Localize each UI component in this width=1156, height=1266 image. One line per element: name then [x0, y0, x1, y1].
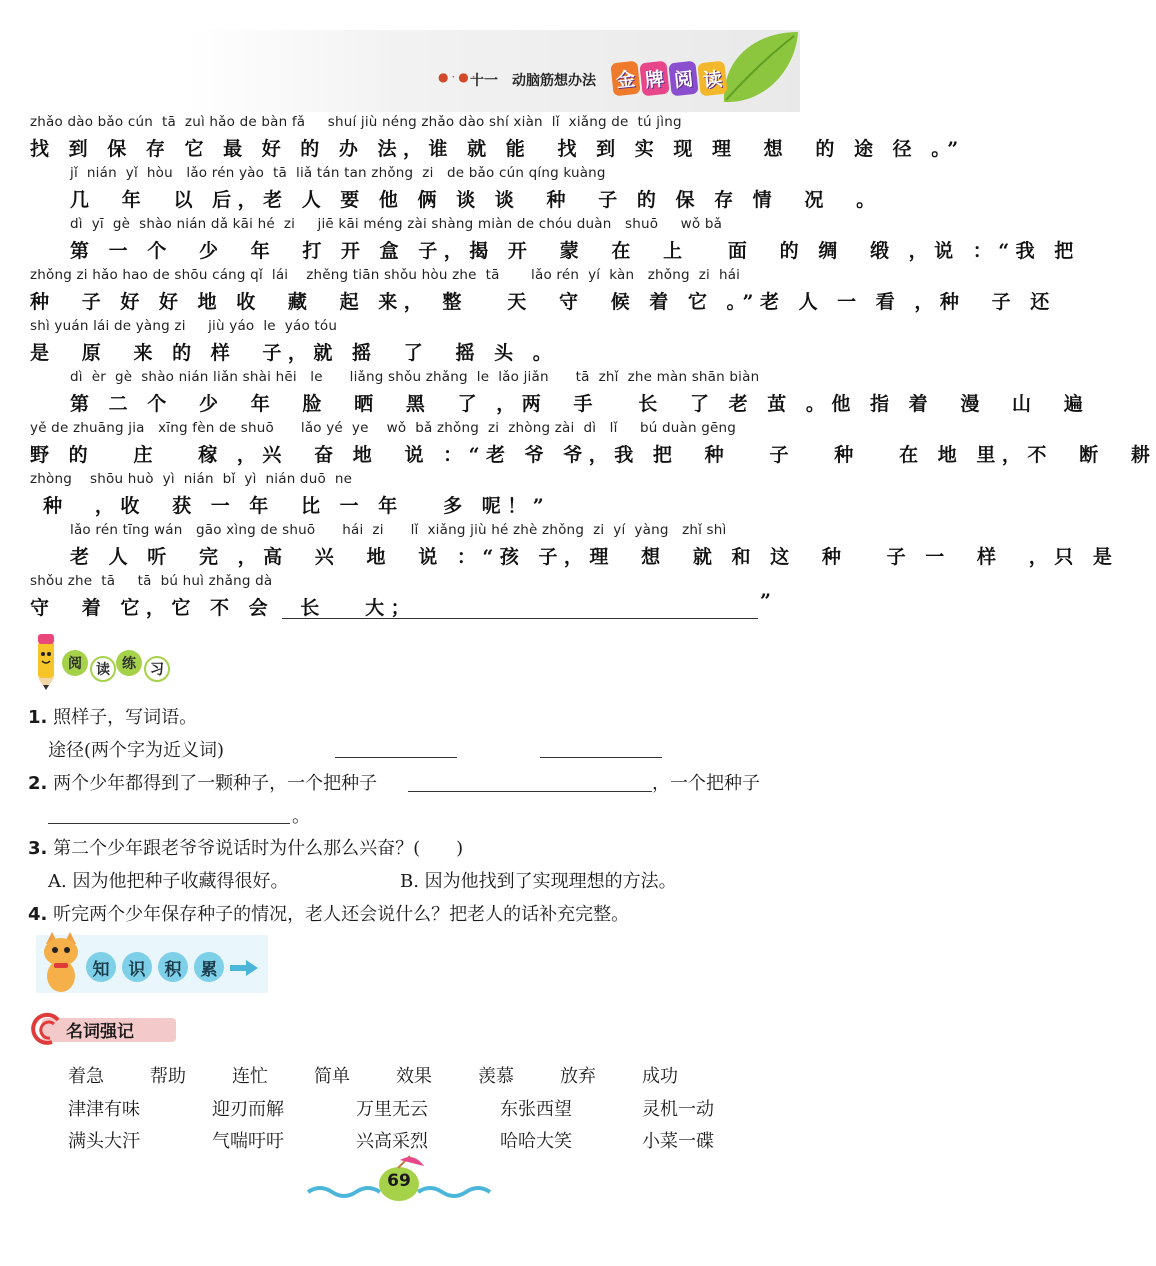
vocab-word: 帮助: [150, 1066, 186, 1087]
option-a[interactable]: A. 因为他把种子收藏得很好。: [48, 871, 289, 892]
question-2-end: 。: [292, 806, 310, 827]
leaf-decoration-icon: [716, 28, 800, 112]
vocab-word: 小菜一碟: [642, 1131, 714, 1152]
question-text: 照样子，写词语。: [53, 707, 198, 728]
vocab-word: 效果: [396, 1066, 432, 1087]
answer-blank[interactable]: [48, 823, 290, 824]
logo-char: 阅: [668, 61, 698, 97]
story-line: 是 原 来 的 样 子，就 摇 了 摇 头 。: [30, 342, 559, 364]
pinyin-line: zhǒng zi hǎo hao de shōu cáng qǐ lái zhěng tiān shǒu hòu zhe tā lǎo rén yí kàn zhǒng zi hái: [30, 267, 741, 283]
arrow-right-icon: [230, 960, 258, 976]
pinyin-line: jǐ nián yǐ hòu lǎo rén yào tā liǎ tán tan zhǒng zi de bǎo cún qíng kuàng: [70, 165, 606, 181]
vocab-word: 哈哈大笑: [500, 1131, 572, 1152]
closing-quote: ”: [760, 590, 771, 612]
story-line: 第 二 个 少 年 脸 晒 黑 了 ，两 手 长 了 老 茧 。他 指 着 漫 山 遍: [70, 393, 1090, 415]
vocab-word: 东张西望: [500, 1099, 572, 1120]
badge-char: 知: [86, 952, 116, 982]
question-text: 第二个少年跟老爷爷说话时为什么那么兴奋？( ): [53, 838, 464, 859]
badge-char: 阅: [62, 650, 88, 676]
question-number: 2.: [28, 773, 48, 794]
pinyin-line: dì yī gè shào nián dǎ kāi hé zi jiē kāi méng zài shàng miàn de chóu duàn shuō wǒ bǎ: [70, 216, 723, 232]
vocab-word: 着急: [68, 1066, 104, 1087]
page-number: 69: [387, 1171, 411, 1191]
question-number: 4.: [28, 904, 48, 925]
pinyin-line: dì èr gè shào nián liǎn shài hēi le liǎng shǒu zhǎng le lǎo jiǎn tā zhǐ zhe màn shān biàn: [70, 369, 760, 385]
pinyin-line: lǎo rén tīng wán gāo xìng de shuō hái zi lǐ xiǎng jiù hé zhè zhǒng zi yí yàng zhǐ shì: [70, 522, 727, 538]
question-text: 听完两个少年保存种子的情况，老人还会说什么？把老人的话补充完整。: [53, 904, 630, 925]
badge-char: 识: [122, 952, 152, 982]
header-dots-icon: ●·●·: [438, 70, 479, 84]
series-logo: [612, 62, 726, 95]
question-1-prompt: 途径(两个字为近义词): [48, 740, 225, 761]
vocab-word: 迎刃而解: [212, 1099, 284, 1120]
question-1: [28, 703, 197, 729]
vocab-word: 灵机一动: [642, 1099, 714, 1120]
answer-blank[interactable]: [540, 757, 662, 758]
answer-blank[interactable]: [408, 791, 652, 792]
vocab-word: 简单: [314, 1066, 350, 1087]
story-line: 种 子 好 好 地 收 藏 起 来， 整 天 守 候 着 它 。”老 人 一 看 ，种 子 还: [30, 291, 1056, 313]
question-2: [28, 769, 377, 795]
pinyin-line: shì yuán lái de yàng zi jiù yáo le yáo tóu: [30, 318, 338, 334]
question-number: 1.: [28, 707, 48, 728]
vocab-word: 万里无云: [356, 1099, 428, 1120]
question-text: 两个少年都得到了一颗种子，一个把种子: [53, 773, 378, 794]
badge-char: 读: [90, 656, 116, 682]
logo-char: 金: [610, 61, 640, 97]
badge-char: 练: [116, 650, 142, 676]
logo-char: 读: [697, 61, 727, 97]
pinyin-line: zhòng shōu huò yì nián bǐ yì nián duō ne: [30, 471, 353, 487]
vocab-word: 连忙: [232, 1066, 268, 1087]
question-4: [28, 900, 629, 926]
question-2-tail: ，一个把种子: [652, 773, 760, 794]
question-3: [28, 834, 463, 860]
vocab-word: 满头大汗: [68, 1131, 140, 1152]
vocab-word: 羡慕: [478, 1066, 514, 1087]
vocab-word: 气喘吁吁: [212, 1131, 284, 1152]
badge-char: 积: [158, 952, 188, 982]
story-line: 找 到 保 存 它 最 好 的 办 法，谁 就 能 找 到 实 现 理 想 的 途 径 。”: [30, 138, 965, 160]
vocab-word: 兴高采烈: [356, 1131, 428, 1152]
chapter-title: 十一 动脑筋想办法: [470, 73, 596, 89]
answer-blank[interactable]: [335, 757, 457, 758]
badge-char: 习: [144, 656, 170, 682]
story-line: 种 ，收 获 一 年 比 一 年 多 呢！”: [30, 495, 551, 517]
cat-mascot-icon: [36, 930, 86, 996]
question-number: 3.: [28, 838, 48, 859]
vocab-word: 放弃: [560, 1066, 596, 1087]
vocab-word: 津津有味: [68, 1099, 140, 1120]
pinyin-line: zhǎo dào bǎo cún tā zuì hǎo de bàn fǎ shuí jiù néng zhǎo dào shí xiàn lǐ xiǎng de tú jìng: [30, 114, 682, 130]
pinyin-line: shǒu zhe tā tā bú huì zhǎng dà: [30, 573, 273, 589]
pencil-mascot-icon: [30, 630, 62, 692]
vocab-word: 成功: [642, 1066, 678, 1087]
vocab-title: 名词强记: [66, 1022, 134, 1042]
answer-blank[interactable]: [282, 618, 758, 619]
story-line: 几 年 以 后，老 人 要 他 俩 谈 谈 种 子 的 保 存 情 况 。: [70, 189, 882, 211]
badge-char: 累: [194, 952, 224, 982]
story-line: 老 人 听 完 ，高 兴 地 说 ：“孩 子，理 想 就 和 这 种 子 一 样 ，只 是: [70, 546, 1119, 568]
story-line: 第 一 个 少 年 打 开 盒 子，揭 开 蒙 在 上 面 的 绸 缎 ，说 ：“我 把: [70, 240, 1080, 262]
logo-char: 牌: [639, 61, 669, 97]
story-line: 野 的 庄 稼 ，兴 奋 地 说 ：“老 爷 爷，我 把 种 子 种 在 地 里，不 断 耕: [30, 444, 1156, 466]
story-line: 守 着 它，它 不 会 长 大；: [30, 597, 417, 619]
pinyin-line: yě de zhuāng jia xīng fèn de shuō lǎo yé ye wǒ bǎ zhǒng zi zhòng zài dì lǐ bú duàn gēng: [30, 420, 737, 436]
option-b[interactable]: B. 因为他找到了实现理想的方法。: [400, 871, 677, 892]
